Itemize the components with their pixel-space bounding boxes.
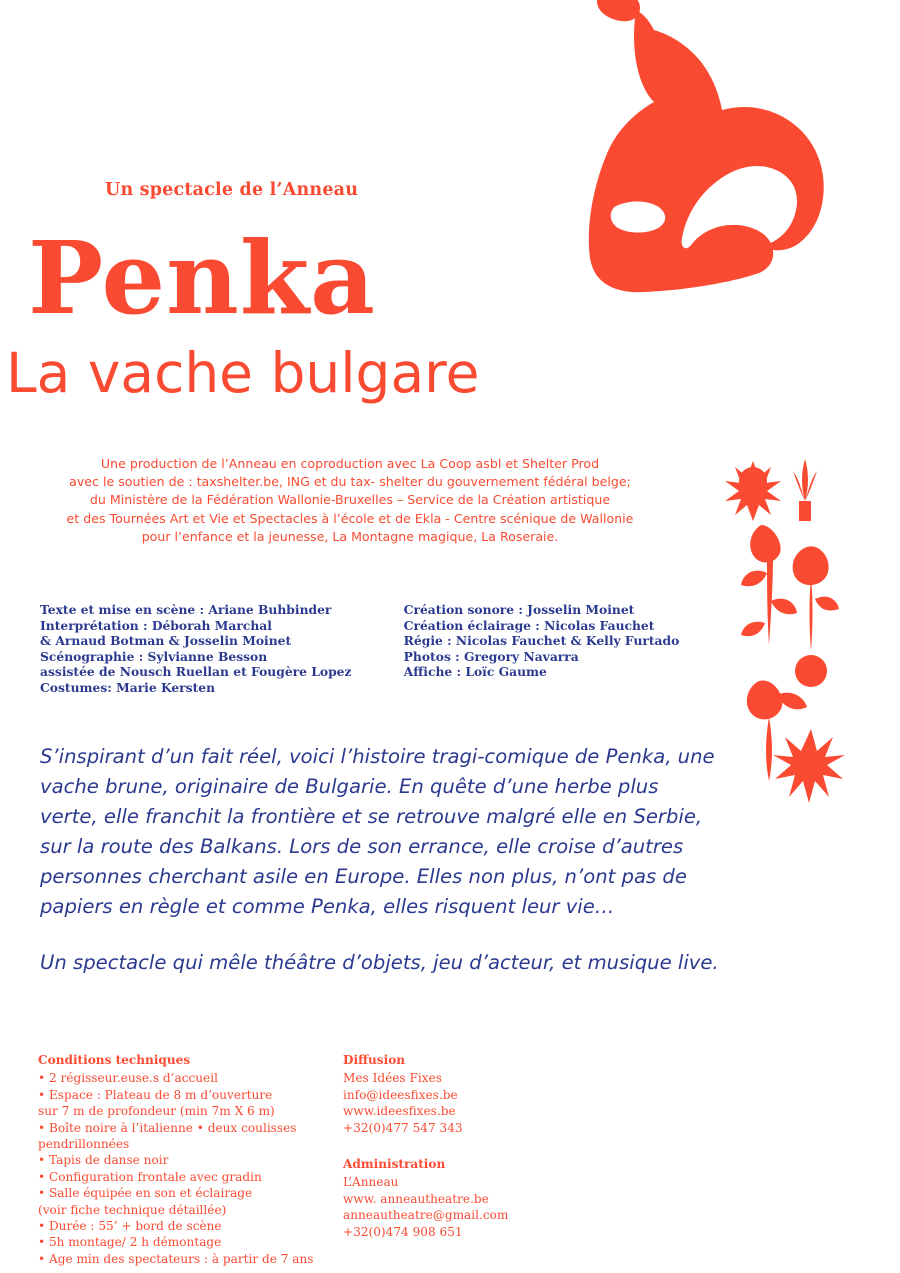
technical-item: • Age min des spectateurs : à partir de 7 ans [38,1251,314,1266]
administration-website[interactable]: www. anneautheatre.be [343,1191,489,1206]
technical-item: • 2 régisseur.euse.s d’accueil [38,1071,218,1086]
diffusion-phone[interactable]: +32(0)477 547 343 [343,1120,463,1135]
technical-item: • Espace : Plateau de 8 m d’ouverture [38,1087,273,1102]
production-line: et des Tournées Art et Vie et Spectacles à l’école et de Ekla - Centre scénique de Wallonie [66,510,634,526]
technical-heading: Conditions techniques [38,1053,191,1067]
administration-phone[interactable]: +32(0)474 908 651 [343,1224,463,1239]
credit-line: Scénographie : Sylvianne Besson [40,648,268,664]
contact-info [343,1052,643,1240]
credit-line: Interprétation : Déborah Marchal [40,617,272,633]
production-credits [40,455,660,546]
diffusion-line: Mes Idées Fixes [343,1071,442,1086]
cow-silhouette-icon [440,0,860,370]
technical-item: (voir fiche technique détaillée) [38,1202,227,1217]
diffusion-block [343,1052,643,1136]
administration-line: L’Anneau [343,1175,399,1190]
credit-line: & Arnaud Botman & Josselin Moinet [40,633,292,649]
production-line: Une production de l’Anneau en coproduction avec La Coop asbl et Shelter Prod [100,456,600,471]
technical-item: • Salle équipée en son et éclairage [38,1186,253,1201]
technical-item: • Configuration frontale avec gradin [38,1169,262,1184]
kicker-text: Un spectacle de l’Anneau [105,180,359,200]
diffusion-email[interactable]: info@ideesfixes.be [343,1087,458,1102]
credit-line: Affiche : Loïc Gaume [403,664,547,680]
credit-line: Costumes: Marie Kersten [40,679,216,695]
technical-item: • Tapis de danse noir [38,1153,169,1168]
production-line: avec le soutien de : taxshelter.be, ING et du tax- shelter du gouvernement fédéral belge; [69,474,631,490]
credit-line: Photos : Gregory Navarra [403,648,579,664]
administration-email[interactable]: anneautheatre@gmail.com [343,1208,509,1223]
page-title: Penka [28,219,376,337]
page-subtitle: La vache bulgare [6,341,480,405]
credit-line: assistée de Nousch Ruellan et Fougère Lopez [40,664,352,680]
production-line: pour l’enfance et la jeunesse, La Montagne magique, La Roseraie. [141,528,559,544]
technical-item: sur 7 m de profondeur (min 7m X 6 m) [38,1104,275,1119]
synopsis [40,742,720,978]
technical-item: • Boîte noire à l’italienne • deux coulisses [38,1120,297,1135]
credit-line: Création éclairage : Nicolas Fauchet [403,617,655,633]
diffusion-heading: Diffusion [343,1053,406,1067]
technical-item: • Durée : 55’ + bord de scène [38,1219,222,1234]
credit-line: Création sonore : Josselin Moinet [403,602,635,617]
flowers-ornament-icon [715,455,845,810]
administration-heading: Administration [343,1157,446,1172]
synopsis-paragraph: S’inspirant d’un fait réel, voici l’histoire tragi-comique de Penka, une vache brune, originaire de Bulgarie. En quête d’une herbe plus verte, elle franchit la frontière et se retrouve malgré elle en Serbie, sur la route des Balkans. Lors de son errance, elle croise d’autres personnes cherchant asile en Europe. Elles non plus, n’ont pas de papiers en règle et comme Penka, elles risquent leur vie… [40,745,715,918]
credits-column-right [404,602,680,696]
credit-line: Régie : Nicolas Fauchet & Kelly Furtado [403,633,680,649]
credit-line: Texte et mise en scène : Ariane Buhbinder [40,602,332,617]
credits-column-left [40,602,366,696]
technical-item: • 5h montage/ 2 h démontage [38,1235,222,1250]
administration-block [343,1156,643,1240]
technical-conditions [38,1052,328,1267]
synopsis-paragraph: Un spectacle qui mêle théâtre d’objets, jeu d’acteur, et musique live. [40,951,719,974]
diffusion-website[interactable]: www.ideesfixes.be [343,1104,456,1119]
team-credits [40,602,680,696]
production-line: du Ministère de la Fédération Wallonie-Bruxelles – Service de la Création artistique [89,492,611,508]
technical-item: pendrillonnées [38,1137,130,1152]
